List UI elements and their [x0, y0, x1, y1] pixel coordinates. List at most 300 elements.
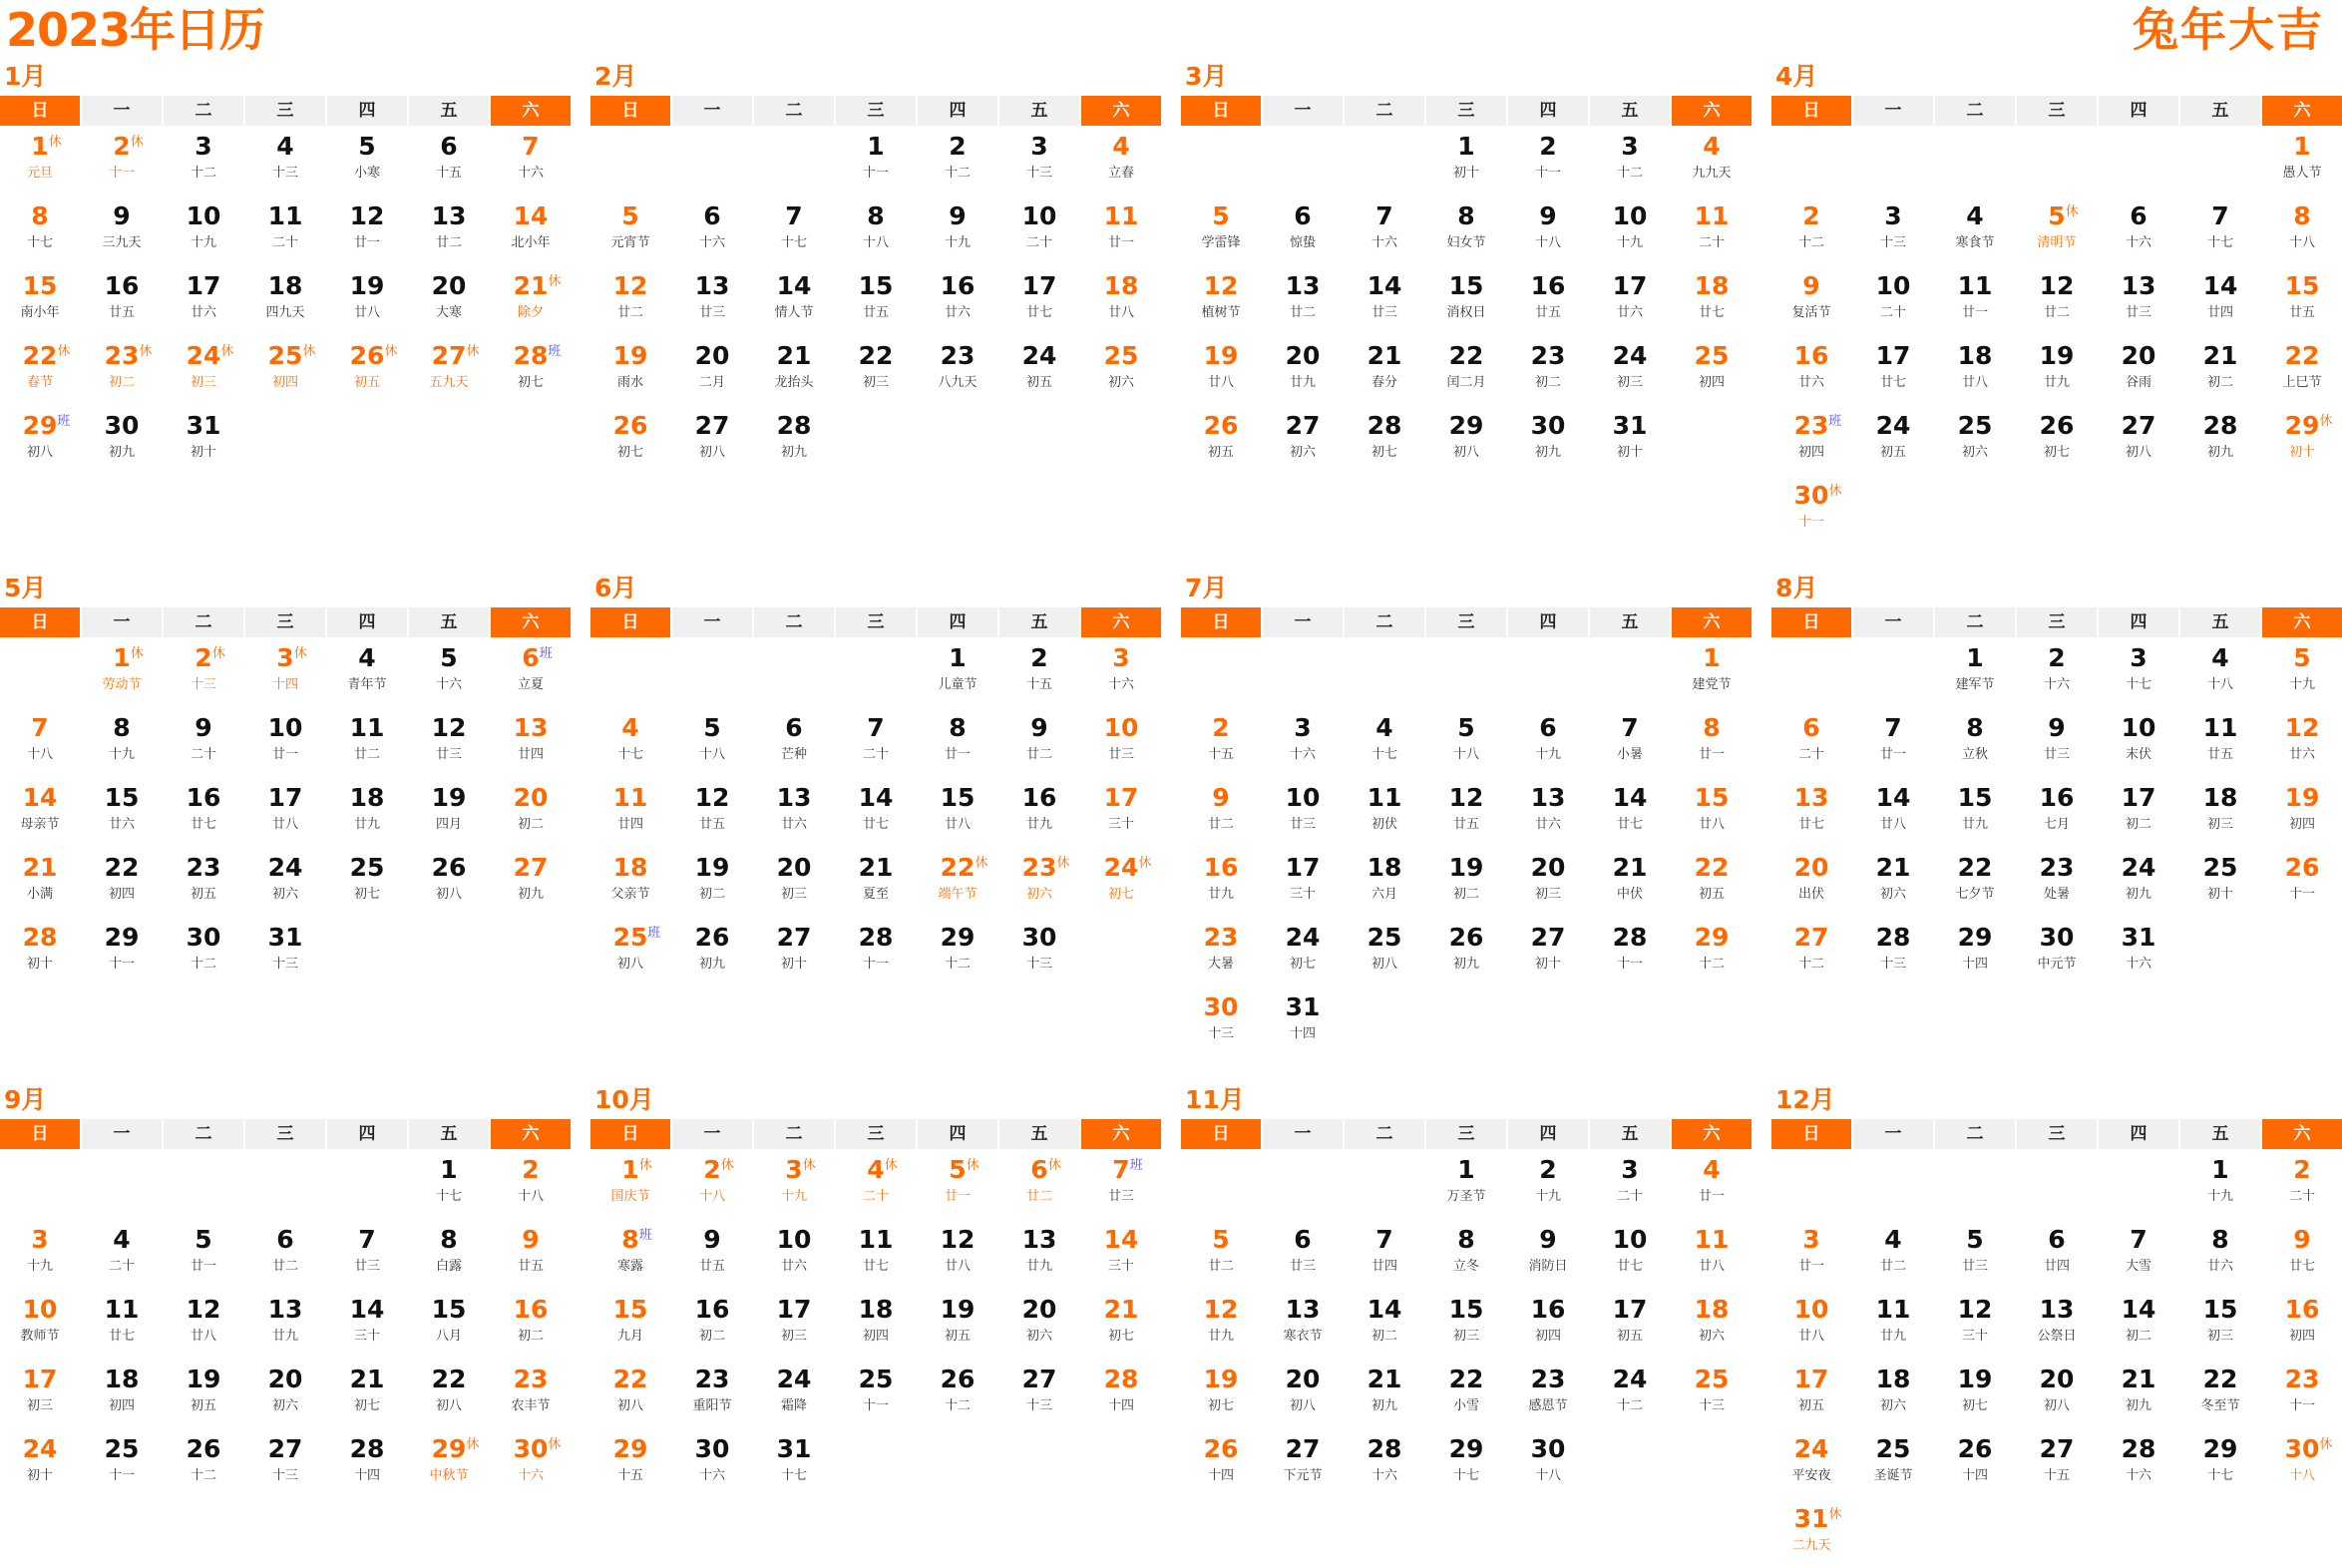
day-cell[interactable]	[1426, 777, 1506, 847]
day-cell[interactable]	[245, 637, 325, 707]
day-cell[interactable]	[1672, 777, 1752, 847]
day-cell[interactable]	[1590, 405, 1670, 475]
day-cell[interactable]	[1771, 335, 1851, 405]
day-cell[interactable]	[1935, 777, 2015, 847]
day-cell[interactable]	[82, 1289, 162, 1359]
day-cell[interactable]	[409, 847, 489, 917]
day-cell[interactable]	[1853, 335, 1933, 405]
day-cell[interactable]	[164, 1219, 243, 1289]
day-cell[interactable]	[590, 1428, 670, 1498]
day-cell[interactable]	[409, 1289, 489, 1359]
day-cell[interactable]	[1672, 1149, 1752, 1219]
day-cell[interactable]	[164, 637, 243, 707]
day-cell[interactable]	[2262, 335, 2342, 405]
day-cell[interactable]	[1345, 405, 1424, 475]
day-cell[interactable]	[1181, 1289, 1261, 1359]
day-cell[interactable]	[1935, 917, 2015, 986]
day-cell[interactable]	[2099, 196, 2178, 265]
day-cell[interactable]	[1081, 637, 1161, 707]
day-cell[interactable]	[2099, 917, 2178, 986]
day-cell[interactable]	[1426, 847, 1506, 917]
day-cell[interactable]	[1935, 1289, 2015, 1359]
day-cell[interactable]	[2017, 1219, 2097, 1289]
day-cell[interactable]	[2180, 707, 2260, 777]
day-cell[interactable]	[1081, 1289, 1161, 1359]
day-cell[interactable]	[1672, 847, 1752, 917]
day-cell[interactable]	[1853, 777, 1933, 847]
day-cell[interactable]	[590, 777, 670, 847]
day-cell[interactable]	[754, 1149, 834, 1219]
day-cell[interactable]	[0, 126, 80, 196]
day-cell[interactable]	[2180, 335, 2260, 405]
day-cell[interactable]	[918, 1219, 997, 1289]
day-cell[interactable]	[164, 1289, 243, 1359]
day-cell[interactable]	[1081, 196, 1161, 265]
day-cell[interactable]	[409, 335, 489, 405]
day-cell[interactable]	[754, 707, 834, 777]
day-cell[interactable]	[2017, 847, 2097, 917]
day-cell[interactable]	[1590, 917, 1670, 986]
day-cell[interactable]	[1345, 265, 1424, 335]
day-cell[interactable]	[1771, 847, 1851, 917]
day-cell[interactable]	[1181, 707, 1261, 777]
day-cell[interactable]	[2017, 1359, 2097, 1428]
day-cell[interactable]	[327, 265, 407, 335]
day-cell[interactable]	[1263, 405, 1343, 475]
day-cell[interactable]	[409, 1149, 489, 1219]
day-cell[interactable]	[164, 126, 243, 196]
day-cell[interactable]	[2099, 1428, 2178, 1498]
day-cell[interactable]	[999, 707, 1079, 777]
day-cell[interactable]	[82, 707, 162, 777]
day-cell[interactable]	[2099, 777, 2178, 847]
day-cell[interactable]	[1345, 777, 1424, 847]
day-cell[interactable]	[918, 1359, 997, 1428]
day-cell[interactable]	[2180, 777, 2260, 847]
day-cell[interactable]	[82, 335, 162, 405]
day-cell[interactable]	[1672, 265, 1752, 335]
day-cell[interactable]	[1426, 196, 1506, 265]
day-cell[interactable]	[918, 126, 997, 196]
day-cell[interactable]	[491, 637, 571, 707]
day-cell[interactable]	[1426, 265, 1506, 335]
day-cell[interactable]	[2262, 265, 2342, 335]
day-cell[interactable]	[1771, 777, 1851, 847]
day-cell[interactable]	[245, 196, 325, 265]
day-cell[interactable]	[999, 335, 1079, 405]
day-cell[interactable]	[164, 847, 243, 917]
day-cell[interactable]	[0, 847, 80, 917]
day-cell[interactable]	[1508, 335, 1588, 405]
day-cell[interactable]	[1345, 1289, 1424, 1359]
day-cell[interactable]	[0, 265, 80, 335]
day-cell[interactable]	[2180, 196, 2260, 265]
day-cell[interactable]	[245, 1219, 325, 1289]
day-cell[interactable]	[2180, 847, 2260, 917]
day-cell[interactable]	[0, 917, 80, 986]
day-cell[interactable]	[918, 917, 997, 986]
day-cell[interactable]	[754, 196, 834, 265]
day-cell[interactable]	[672, 847, 752, 917]
day-cell[interactable]	[836, 707, 916, 777]
day-cell[interactable]	[1508, 1149, 1588, 1219]
day-cell[interactable]	[2262, 707, 2342, 777]
day-cell[interactable]	[1426, 1149, 1506, 1219]
day-cell[interactable]	[164, 1359, 243, 1428]
day-cell[interactable]	[836, 917, 916, 986]
day-cell[interactable]	[2017, 335, 2097, 405]
day-cell[interactable]	[1426, 1428, 1506, 1498]
day-cell[interactable]	[409, 196, 489, 265]
day-cell[interactable]	[245, 847, 325, 917]
day-cell[interactable]	[1508, 1219, 1588, 1289]
day-cell[interactable]	[409, 637, 489, 707]
day-cell[interactable]	[2262, 1428, 2342, 1498]
day-cell[interactable]	[1771, 1219, 1851, 1289]
day-cell[interactable]	[82, 637, 162, 707]
day-cell[interactable]	[1672, 335, 1752, 405]
day-cell[interactable]	[1263, 335, 1343, 405]
day-cell[interactable]	[672, 777, 752, 847]
day-cell[interactable]	[1508, 126, 1588, 196]
day-cell[interactable]	[2262, 847, 2342, 917]
day-cell[interactable]	[327, 1428, 407, 1498]
day-cell[interactable]	[1590, 777, 1670, 847]
day-cell[interactable]	[245, 777, 325, 847]
day-cell[interactable]	[1181, 196, 1261, 265]
day-cell[interactable]	[2017, 637, 2097, 707]
day-cell[interactable]	[1590, 1149, 1670, 1219]
day-cell[interactable]	[327, 777, 407, 847]
day-cell[interactable]	[1590, 1219, 1670, 1289]
day-cell[interactable]	[1081, 1219, 1161, 1289]
day-cell[interactable]	[999, 1149, 1079, 1219]
day-cell[interactable]	[999, 126, 1079, 196]
day-cell[interactable]	[164, 196, 243, 265]
day-cell[interactable]	[754, 265, 834, 335]
day-cell[interactable]	[2017, 265, 2097, 335]
day-cell[interactable]	[2099, 405, 2178, 475]
day-cell[interactable]	[327, 196, 407, 265]
day-cell[interactable]	[327, 637, 407, 707]
day-cell[interactable]	[2262, 1149, 2342, 1219]
day-cell[interactable]	[1853, 847, 1933, 917]
day-cell[interactable]	[754, 405, 834, 475]
day-cell[interactable]	[1508, 196, 1588, 265]
day-cell[interactable]	[1935, 1219, 2015, 1289]
day-cell[interactable]	[245, 707, 325, 777]
day-cell[interactable]	[1181, 917, 1261, 986]
day-cell[interactable]	[1181, 265, 1261, 335]
day-cell[interactable]	[1426, 707, 1506, 777]
day-cell[interactable]	[1081, 126, 1161, 196]
day-cell[interactable]	[754, 777, 834, 847]
day-cell[interactable]	[1181, 777, 1261, 847]
day-cell[interactable]	[1263, 1428, 1343, 1498]
day-cell[interactable]	[1771, 196, 1851, 265]
day-cell[interactable]	[1771, 475, 1851, 545]
day-cell[interactable]	[2180, 1359, 2260, 1428]
day-cell[interactable]	[409, 126, 489, 196]
day-cell[interactable]	[82, 777, 162, 847]
day-cell[interactable]	[672, 405, 752, 475]
day-cell[interactable]	[1853, 917, 1933, 986]
day-cell[interactable]	[1590, 265, 1670, 335]
day-cell[interactable]	[2262, 1359, 2342, 1428]
day-cell[interactable]	[0, 335, 80, 405]
day-cell[interactable]	[1345, 917, 1424, 986]
day-cell[interactable]	[409, 1428, 489, 1498]
day-cell[interactable]	[590, 196, 670, 265]
day-cell[interactable]	[164, 265, 243, 335]
day-cell[interactable]	[82, 1359, 162, 1428]
day-cell[interactable]	[999, 1289, 1079, 1359]
day-cell[interactable]	[1081, 265, 1161, 335]
day-cell[interactable]	[1771, 1428, 1851, 1498]
day-cell[interactable]	[82, 917, 162, 986]
day-cell[interactable]	[918, 637, 997, 707]
day-cell[interactable]	[672, 917, 752, 986]
day-cell[interactable]	[672, 1289, 752, 1359]
day-cell[interactable]	[0, 1428, 80, 1498]
day-cell[interactable]	[672, 196, 752, 265]
day-cell[interactable]	[1263, 777, 1343, 847]
day-cell[interactable]	[1345, 847, 1424, 917]
day-cell[interactable]	[1590, 707, 1670, 777]
day-cell[interactable]	[1853, 405, 1933, 475]
day-cell[interactable]	[1771, 405, 1851, 475]
day-cell[interactable]	[836, 777, 916, 847]
day-cell[interactable]	[1508, 707, 1588, 777]
day-cell[interactable]	[1935, 847, 2015, 917]
day-cell[interactable]	[836, 335, 916, 405]
day-cell[interactable]	[327, 335, 407, 405]
day-cell[interactable]	[491, 707, 571, 777]
day-cell[interactable]	[2180, 405, 2260, 475]
day-cell[interactable]	[672, 707, 752, 777]
day-cell[interactable]	[1081, 777, 1161, 847]
day-cell[interactable]	[1672, 196, 1752, 265]
day-cell[interactable]	[1771, 1289, 1851, 1359]
day-cell[interactable]	[2262, 777, 2342, 847]
day-cell[interactable]	[1081, 1359, 1161, 1428]
day-cell[interactable]	[1771, 1498, 1851, 1568]
day-cell[interactable]	[491, 777, 571, 847]
day-cell[interactable]	[491, 1219, 571, 1289]
day-cell[interactable]	[2099, 265, 2178, 335]
day-cell[interactable]	[1853, 265, 1933, 335]
day-cell[interactable]	[1181, 847, 1261, 917]
day-cell[interactable]	[164, 1428, 243, 1498]
day-cell[interactable]	[1590, 1289, 1670, 1359]
day-cell[interactable]	[1590, 196, 1670, 265]
day-cell[interactable]	[999, 1219, 1079, 1289]
day-cell[interactable]	[327, 847, 407, 917]
day-cell[interactable]	[2180, 1219, 2260, 1289]
day-cell[interactable]	[2017, 405, 2097, 475]
day-cell[interactable]	[1345, 1428, 1424, 1498]
day-cell[interactable]	[2262, 196, 2342, 265]
day-cell[interactable]	[491, 1289, 571, 1359]
day-cell[interactable]	[1263, 1359, 1343, 1428]
day-cell[interactable]	[491, 335, 571, 405]
day-cell[interactable]	[2017, 1428, 2097, 1498]
day-cell[interactable]	[1590, 335, 1670, 405]
day-cell[interactable]	[245, 1359, 325, 1428]
day-cell[interactable]	[590, 335, 670, 405]
day-cell[interactable]	[2262, 126, 2342, 196]
day-cell[interactable]	[1853, 1219, 1933, 1289]
day-cell[interactable]	[0, 777, 80, 847]
day-cell[interactable]	[1672, 917, 1752, 986]
day-cell[interactable]	[1935, 335, 2015, 405]
day-cell[interactable]	[82, 405, 162, 475]
day-cell[interactable]	[1508, 777, 1588, 847]
day-cell[interactable]	[754, 917, 834, 986]
day-cell[interactable]	[2017, 196, 2097, 265]
day-cell[interactable]	[491, 265, 571, 335]
day-cell[interactable]	[1081, 847, 1161, 917]
day-cell[interactable]	[1426, 1289, 1506, 1359]
day-cell[interactable]	[999, 777, 1079, 847]
day-cell[interactable]	[1672, 1289, 1752, 1359]
day-cell[interactable]	[918, 1289, 997, 1359]
day-cell[interactable]	[836, 847, 916, 917]
day-cell[interactable]	[245, 265, 325, 335]
day-cell[interactable]	[409, 707, 489, 777]
day-cell[interactable]	[2017, 1289, 2097, 1359]
day-cell[interactable]	[1345, 335, 1424, 405]
day-cell[interactable]	[836, 126, 916, 196]
day-cell[interactable]	[245, 335, 325, 405]
day-cell[interactable]	[672, 335, 752, 405]
day-cell[interactable]	[1426, 405, 1506, 475]
day-cell[interactable]	[2099, 1359, 2178, 1428]
day-cell[interactable]	[999, 917, 1079, 986]
day-cell[interactable]	[1935, 1428, 2015, 1498]
day-cell[interactable]	[327, 1219, 407, 1289]
day-cell[interactable]	[2017, 777, 2097, 847]
day-cell[interactable]	[1508, 405, 1588, 475]
day-cell[interactable]	[1263, 265, 1343, 335]
day-cell[interactable]	[1345, 1359, 1424, 1428]
day-cell[interactable]	[2262, 1289, 2342, 1359]
day-cell[interactable]	[1508, 1359, 1588, 1428]
day-cell[interactable]	[1426, 335, 1506, 405]
day-cell[interactable]	[164, 917, 243, 986]
day-cell[interactable]	[918, 265, 997, 335]
day-cell[interactable]	[1508, 1289, 1588, 1359]
day-cell[interactable]	[672, 1219, 752, 1289]
day-cell[interactable]	[590, 1289, 670, 1359]
day-cell[interactable]	[2180, 265, 2260, 335]
day-cell[interactable]	[754, 335, 834, 405]
day-cell[interactable]	[1081, 1149, 1161, 1219]
day-cell[interactable]	[327, 1289, 407, 1359]
day-cell[interactable]	[590, 1219, 670, 1289]
day-cell[interactable]	[82, 196, 162, 265]
day-cell[interactable]	[1853, 1359, 1933, 1428]
day-cell[interactable]	[754, 1219, 834, 1289]
day-cell[interactable]	[491, 1359, 571, 1428]
day-cell[interactable]	[2099, 637, 2178, 707]
day-cell[interactable]	[1263, 847, 1343, 917]
day-cell[interactable]	[1508, 847, 1588, 917]
day-cell[interactable]	[754, 1359, 834, 1428]
day-cell[interactable]	[164, 335, 243, 405]
day-cell[interactable]	[1263, 1219, 1343, 1289]
day-cell[interactable]	[1590, 1359, 1670, 1428]
day-cell[interactable]	[82, 847, 162, 917]
day-cell[interactable]	[754, 847, 834, 917]
day-cell[interactable]	[1771, 707, 1851, 777]
day-cell[interactable]	[836, 1219, 916, 1289]
day-cell[interactable]	[245, 1289, 325, 1359]
day-cell[interactable]	[1935, 405, 2015, 475]
day-cell[interactable]	[836, 1289, 916, 1359]
day-cell[interactable]	[327, 126, 407, 196]
day-cell[interactable]	[590, 707, 670, 777]
day-cell[interactable]	[1935, 637, 2015, 707]
day-cell[interactable]	[1345, 707, 1424, 777]
day-cell[interactable]	[1426, 1359, 1506, 1428]
day-cell[interactable]	[999, 1359, 1079, 1428]
day-cell[interactable]	[164, 405, 243, 475]
day-cell[interactable]	[0, 1289, 80, 1359]
day-cell[interactable]	[918, 707, 997, 777]
day-cell[interactable]	[590, 1149, 670, 1219]
day-cell[interactable]	[918, 777, 997, 847]
day-cell[interactable]	[1181, 1359, 1261, 1428]
day-cell[interactable]	[1672, 126, 1752, 196]
day-cell[interactable]	[836, 1149, 916, 1219]
day-cell[interactable]	[672, 265, 752, 335]
day-cell[interactable]	[164, 707, 243, 777]
day-cell[interactable]	[918, 335, 997, 405]
day-cell[interactable]	[409, 265, 489, 335]
day-cell[interactable]	[1263, 917, 1343, 986]
day-cell[interactable]	[918, 847, 997, 917]
day-cell[interactable]	[999, 847, 1079, 917]
day-cell[interactable]	[1181, 335, 1261, 405]
day-cell[interactable]	[836, 1359, 916, 1428]
day-cell[interactable]	[82, 126, 162, 196]
day-cell[interactable]	[836, 265, 916, 335]
day-cell[interactable]	[1426, 917, 1506, 986]
day-cell[interactable]	[590, 265, 670, 335]
day-cell[interactable]	[409, 777, 489, 847]
day-cell[interactable]	[491, 1428, 571, 1498]
day-cell[interactable]	[590, 847, 670, 917]
day-cell[interactable]	[999, 196, 1079, 265]
day-cell[interactable]	[1081, 707, 1161, 777]
day-cell[interactable]	[1426, 1219, 1506, 1289]
day-cell[interactable]	[836, 196, 916, 265]
day-cell[interactable]	[2262, 1219, 2342, 1289]
day-cell[interactable]	[245, 1428, 325, 1498]
day-cell[interactable]	[1181, 1219, 1261, 1289]
day-cell[interactable]	[754, 1428, 834, 1498]
day-cell[interactable]	[327, 707, 407, 777]
day-cell[interactable]	[82, 1428, 162, 1498]
day-cell[interactable]	[245, 917, 325, 986]
day-cell[interactable]	[590, 917, 670, 986]
day-cell[interactable]	[491, 1149, 571, 1219]
day-cell[interactable]	[82, 265, 162, 335]
day-cell[interactable]	[590, 1359, 670, 1428]
day-cell[interactable]	[999, 265, 1079, 335]
day-cell[interactable]	[491, 196, 571, 265]
